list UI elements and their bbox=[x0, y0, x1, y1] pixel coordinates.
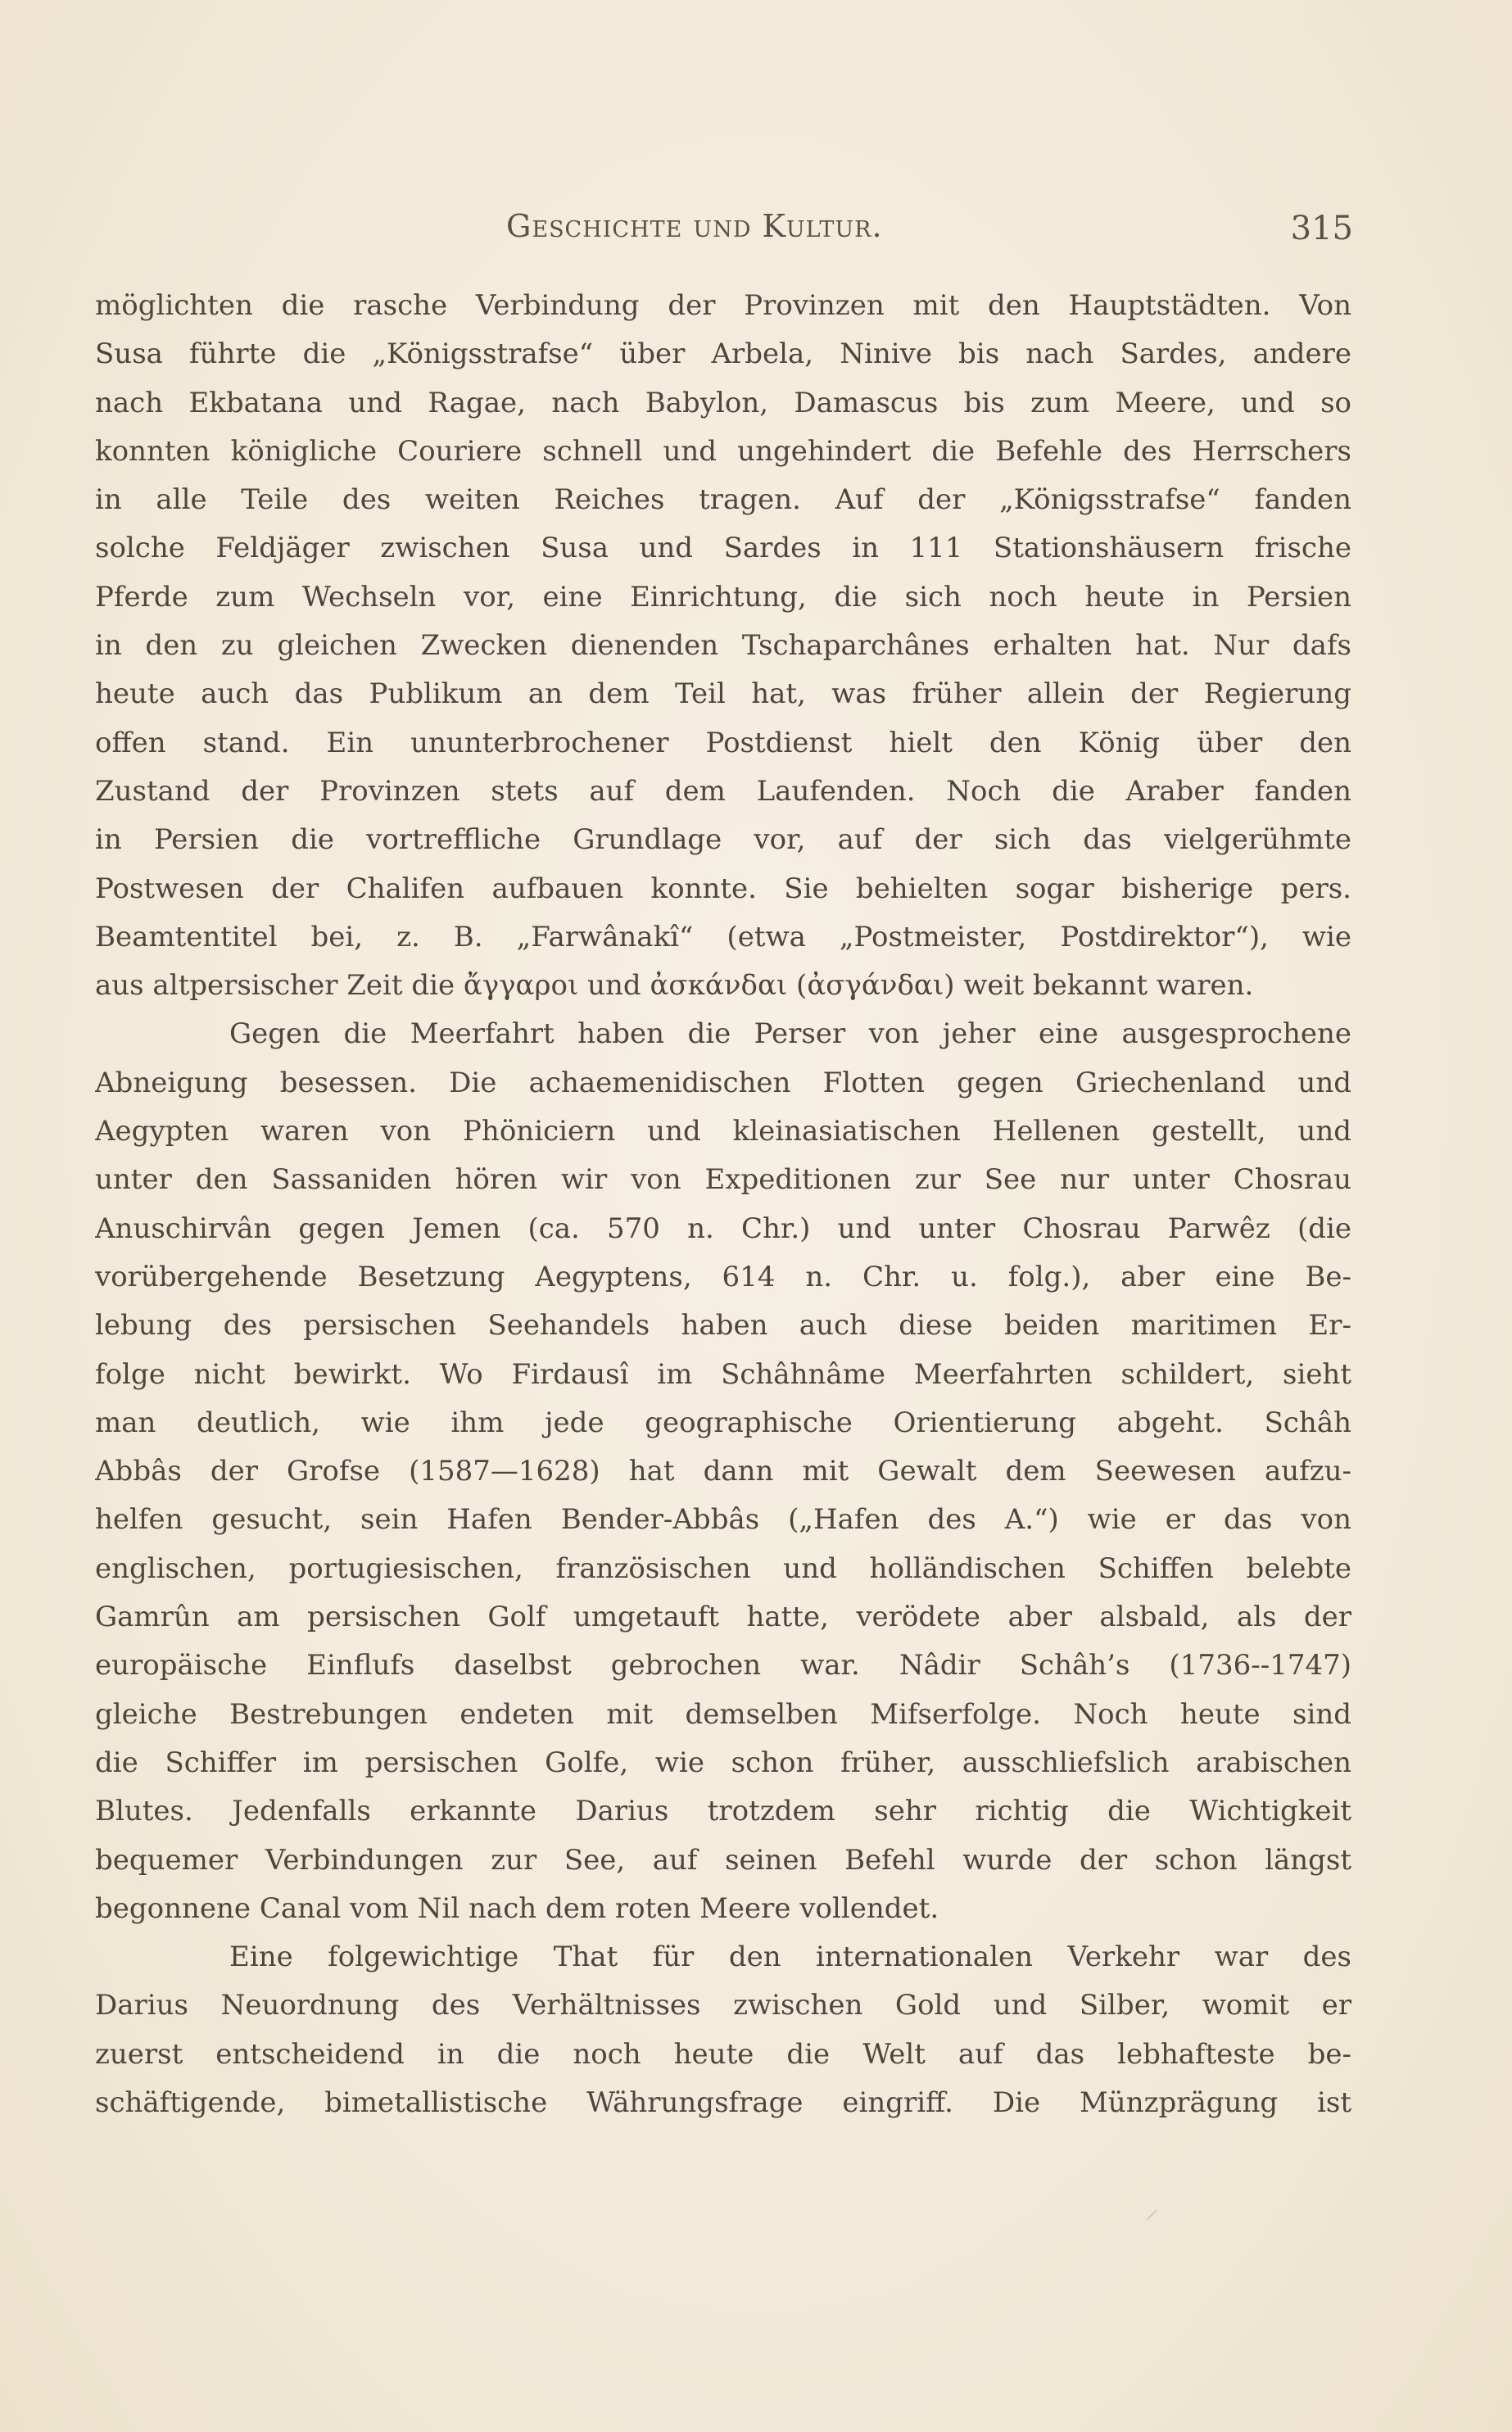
text-line: Abneigung besessen. Die achaemenidischen Flotten gegen Griechenland und bbox=[95, 1066, 1351, 1099]
text-line: Aegypten waren von Phöniciern und kleinasiatischen Hellenen gestellt, und bbox=[95, 1115, 1351, 1148]
text-line: die Schiffer im persischen Golfe, wie schon früher, ausschliefslich arabischen bbox=[95, 1746, 1351, 1779]
body-text bbox=[95, 282, 1351, 2127]
text-line: Pferde zum Wechseln vor, eine Einrichtung, die sich noch heute in Persien bbox=[95, 580, 1351, 614]
text-line: aus altpersischer Zeit die ἄγγαροι und ἀσκάνδαι (ἀσγάνδαι) weit bekannt waren. bbox=[95, 969, 1254, 1003]
text-line: solche Feldjäger zwischen Susa und Sardes in 111 Stationshäusern frische bbox=[95, 532, 1351, 565]
text-line: man deutlich, wie ihm jede geographische Orientierung abgeht. Schâh bbox=[95, 1406, 1351, 1439]
text-line: Postwesen der Chalifen aufbauen konnte. Sie behielten sogar bisherige pers. bbox=[95, 872, 1351, 905]
page-number: 315 bbox=[1290, 210, 1353, 247]
text-line: begonnene Canal vom Nil nach dem roten Meere vollendet. bbox=[95, 1891, 939, 1925]
text-line: in den zu gleichen Zwecken dienenden Tschaparchânes erhalten hat. Nur dafs bbox=[95, 629, 1351, 663]
paragraph-start-line: Eine folgewichtige That für den internationalen Verkehr war des bbox=[229, 1941, 1351, 1974]
text-line: helfen gesucht, sein Hafen Bender-Abbâs („Hafen des A.“) wie er das von bbox=[95, 1503, 1351, 1537]
text-line: zuerst entscheidend in die noch heute die Welt auf das lebhafteste be- bbox=[95, 2037, 1351, 2071]
paper-speck bbox=[1145, 2208, 1158, 2221]
text-line: Gamrûn am persischen Golf umgetauft hatte, verödete aber alsbald, als der bbox=[95, 1601, 1351, 1634]
paragraph-start-line: Gegen die Meerfahrt haben die Perser von jeher eine ausgesprochene bbox=[229, 1017, 1351, 1051]
text-line: nach Ekbatana und Ragae, nach Babylon, Damascus bis zum Meere, und so bbox=[95, 386, 1351, 419]
text-line: offen stand. Ein ununterbrochener Postdienst hielt den König über den bbox=[95, 726, 1351, 759]
text-line: folge nicht bewirkt. Wo Firdausî im Schâhnâme Meerfahrten schildert, sieht bbox=[95, 1357, 1351, 1391]
text-line: unter den Sassaniden hören wir von Expeditionen zur See nur unter Chosrau bbox=[95, 1163, 1351, 1197]
text-line: konnten königliche Couriere schnell und ungehindert die Befehle des Herrschers bbox=[95, 434, 1351, 468]
text-line: in Persien die vortreffliche Grundlage vor, auf der sich das vielgerühmte bbox=[95, 823, 1351, 857]
page-header bbox=[95, 208, 1353, 254]
text-line: vorübergehende Besetzung Aegyptens, 614 n. Chr. u. folg.), aber eine Be- bbox=[95, 1260, 1351, 1293]
text-line: möglichten die rasche Verbindung der Provinzen mit den Hauptstädten. Von bbox=[95, 289, 1351, 322]
running-title: Geschichte und Kultur. bbox=[506, 208, 883, 244]
text-line: Abbâs der Grofse (1587—1628) hat dann mit Gewalt dem Seewesen aufzu- bbox=[95, 1455, 1351, 1488]
text-line: Blutes. Jedenfalls erkannte Darius trotzdem sehr richtig die Wichtigkeit bbox=[95, 1795, 1351, 1828]
text-line: gleiche Bestrebungen endeten mit demselben Mifserfolge. Noch heute sind bbox=[95, 1697, 1351, 1731]
speck-mark bbox=[1145, 2208, 1158, 2221]
text-line: Beamtentitel bei, z. B. „Farwânakî“ (etwa „Postmeister, Postdirektor“), wie bbox=[95, 920, 1351, 953]
text-line: englischen, portugiesischen, französischen und holländischen Schiffen belebte bbox=[95, 1551, 1351, 1585]
text-line: Zustand der Provinzen stets auf dem Laufenden. Noch die Araber fanden bbox=[95, 774, 1351, 808]
text-line: lebung des persischen Seehandels haben auch diese beiden maritimen Er- bbox=[95, 1309, 1351, 1343]
text-line: schäftigende, bimetallistische Währungsfrage eingriff. Die Münzprägung ist bbox=[95, 2086, 1351, 2119]
text-line: bequemer Verbindungen zur See, auf seinen Befehl wurde der schon längst bbox=[95, 1843, 1351, 1877]
text-line: Darius Neuordnung des Verhältnisses zwischen Gold und Silber, womit er bbox=[95, 1989, 1351, 2022]
text-line: europäische Einflufs daselbst gebrochen war. Nâdir Schâh’s (1736--1747) bbox=[95, 1649, 1351, 1682]
text-line: Susa führte die „Königsstrafse“ über Arbela, Ninive bis nach Sardes, andere bbox=[95, 337, 1351, 371]
text-line: in alle Teile des weiten Reiches tragen. Auf der „Königsstrafse“ fanden bbox=[95, 483, 1351, 517]
text-line: Anuschirvân gegen Jemen (ca. 570 n. Chr.) und unter Chosrau Parwêz (die bbox=[95, 1211, 1351, 1245]
text-line: heute auch das Publikum an dem Teil hat, was früher allein der Regierung bbox=[95, 677, 1351, 711]
